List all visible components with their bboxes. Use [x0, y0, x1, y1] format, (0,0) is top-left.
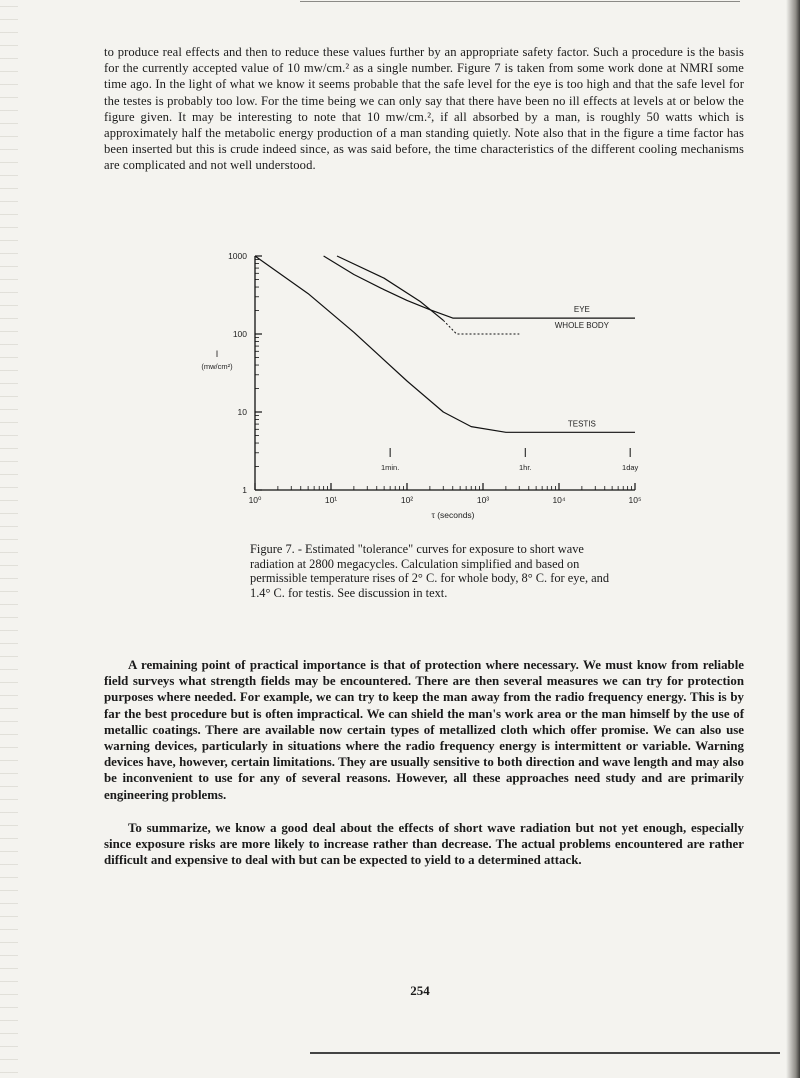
- paragraph-2: A remaining point of practical importance is that of protection where necessary. We must know from reliable field surveys what strength fields may be encountered. There are then several measures we can try for protection purposes where needed. For example, we can try to keep the man away from the radio frequency energy. This is by far the best procedure but is often impractical. We can shield the man's work area or the man himself by the use of metallic coatings. There are available now certain types of metallized cloth which offer promise. We can also use warning devices, particularly in situations where the radio frequency energy is intermittent or variable. Warning devices have, however, certain limitations. They are usually sensitive to both direction and wave length and may also be inconvenient to use for any of several reasons. However, all these approaches need study and are primarily engineering problems.: [104, 658, 744, 802]
- x-axis-label: τ (seconds): [431, 510, 475, 520]
- series-whole-body-curve: [337, 256, 443, 320]
- y-tick-label: 10: [237, 407, 247, 417]
- series-whole-body-label: WHOLE BODY: [554, 321, 609, 330]
- paragraph-1: to produce real effects and then to reduce these values further by an appropriate safety factor. Such a procedure is the basis for the currently accepted value of 10 mw/cm.² as a single number. Figure 7 is taken from some work done at NMRI some time ago. In the light of what we know it seems probable that the safe level for the eye is too high and that the safe level for the testes is probably too low. For the time being we can only say that there have been no ill effects at levels at or below the figure given. It may be interesting to note that 10 mw/cm.², if all absorbed by a man, is roughly 50 watts which is approximately half the metabolic energy production of a man standing quietly. Note also that in the figure a time factor has been inserted but this is crude indeed since, as was said before, the time characteristics of the different cooling mechanisms are complicated and not well understood.: [104, 45, 744, 173]
- x-tick-label: 10⁴: [552, 495, 566, 505]
- chart-labels: [201, 251, 641, 520]
- y-axis-label: I: [215, 349, 219, 359]
- page-number: 254: [410, 983, 430, 998]
- x-tick-label: 10¹: [324, 495, 338, 505]
- x-tick-label: 10²: [400, 495, 414, 505]
- series-whole-body-dashed: [443, 320, 519, 334]
- scan-edge-right: [786, 0, 800, 1078]
- time-marker-label: 1day: [622, 463, 639, 472]
- y-axis-unit: (mw/cm²): [201, 362, 233, 371]
- paragraph-3: To summarize, we know a good deal about the effects of short wave radiation but not yet enough, especially since exposure risks are more likely to increase rather than decrease. The actual problems encountered are rather difficult and expensive to deal with but can be expected to yield to a determined attack.: [104, 821, 744, 868]
- y-tick-label: 100: [232, 329, 247, 339]
- scan-top-rule: [300, 1, 740, 2]
- y-tick-label: 1000: [228, 251, 247, 261]
- figure-caption: Figure 7. - Estimated "tolerance" curves for exposure to short wave radiation at 2800 megacycles. Calculation simplified and based on permissible temperature rises of 2° C. for whole body, 8° C. for eye, and 1.4° C. for testis. See discussion in text.: [250, 542, 610, 600]
- y-tick-label: 1: [242, 485, 247, 495]
- time-marker-label: 1min.: [380, 463, 400, 472]
- chart-axes: [255, 256, 635, 490]
- scan-bottom-rule: [310, 1052, 780, 1054]
- series-testis-curve: [255, 256, 635, 432]
- x-tick-label: 10⁵: [628, 495, 642, 505]
- x-tick-label: 10³: [476, 495, 490, 505]
- tolerance-chart: [190, 240, 650, 530]
- series-testis-label: TESTIS: [567, 419, 596, 429]
- scan-edge-left: [0, 0, 18, 1078]
- chart-series: [255, 256, 635, 432]
- series-eye-label: EYE: [573, 305, 590, 315]
- time-marker-label: 1hr.: [519, 463, 532, 472]
- x-tick-label: 10⁰: [248, 495, 262, 505]
